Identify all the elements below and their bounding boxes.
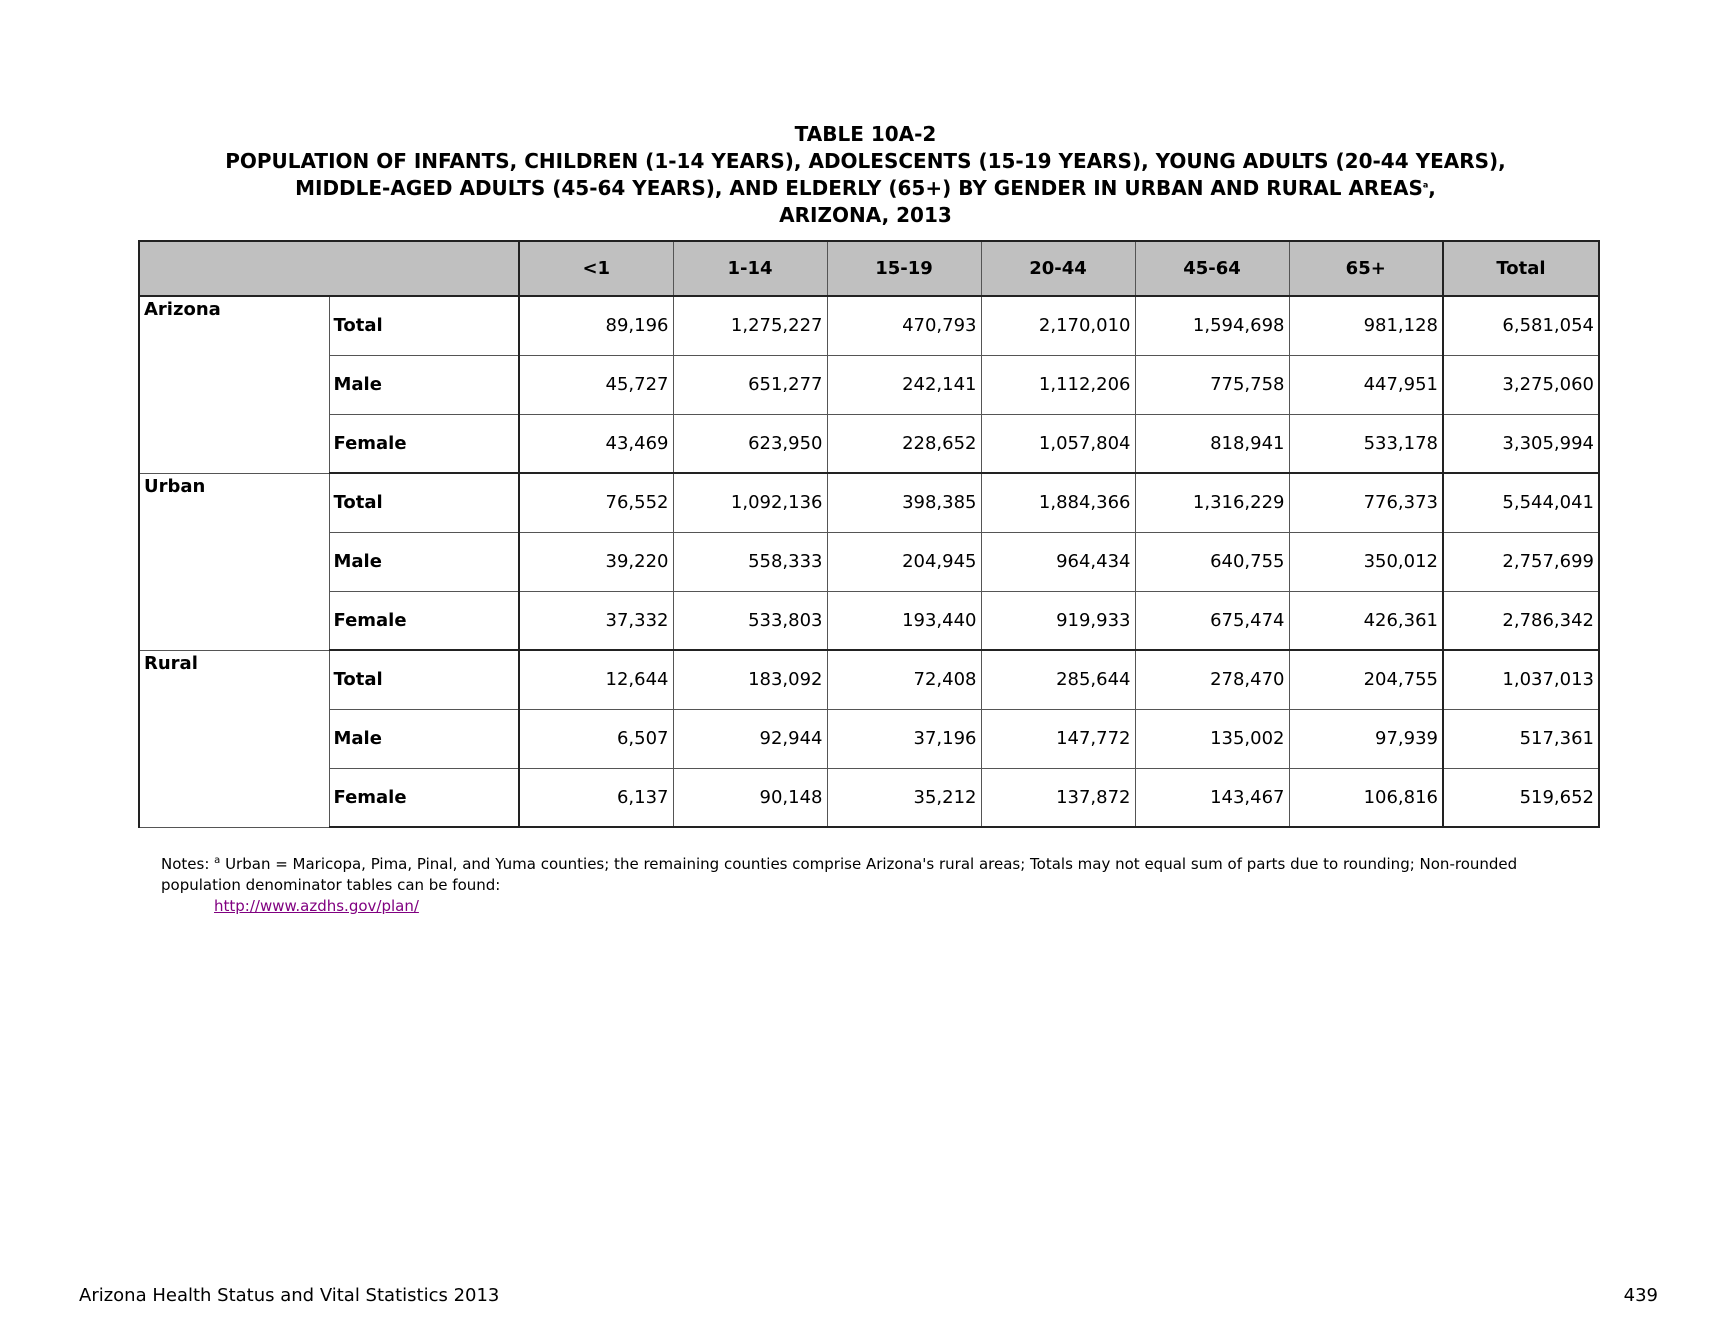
row-label: Male bbox=[329, 532, 519, 591]
value-cell: 964,434 bbox=[981, 532, 1135, 591]
value-cell: 135,002 bbox=[1135, 709, 1289, 768]
value-cell: 2,170,010 bbox=[981, 296, 1135, 355]
header-cell: 45-64 bbox=[1135, 241, 1289, 296]
table-row bbox=[139, 650, 1599, 709]
title-footnote-marker: a bbox=[1422, 180, 1429, 190]
header-cell: <1 bbox=[519, 241, 673, 296]
value-cell: 398,385 bbox=[827, 473, 981, 532]
title-line-4: ARIZONA, 2013 bbox=[779, 203, 952, 227]
table-row bbox=[139, 355, 1599, 414]
value-cell: 623,950 bbox=[673, 414, 827, 473]
table-row bbox=[139, 532, 1599, 591]
table-row bbox=[139, 768, 1599, 827]
value-cell: 775,758 bbox=[1135, 355, 1289, 414]
value-cell: 3,305,994 bbox=[1443, 414, 1599, 473]
value-cell: 6,137 bbox=[519, 768, 673, 827]
population-table bbox=[138, 240, 1600, 828]
table-row bbox=[139, 296, 1599, 355]
table-row bbox=[139, 473, 1599, 532]
table-row bbox=[139, 591, 1599, 650]
value-cell: 228,652 bbox=[827, 414, 981, 473]
region-label: Urban bbox=[139, 473, 329, 650]
value-cell: 204,945 bbox=[827, 532, 981, 591]
value-cell: 3,275,060 bbox=[1443, 355, 1599, 414]
row-label: Total bbox=[329, 650, 519, 709]
value-cell: 137,872 bbox=[981, 768, 1135, 827]
value-cell: 1,275,227 bbox=[673, 296, 827, 355]
value-cell: 72,408 bbox=[827, 650, 981, 709]
value-cell: 447,951 bbox=[1289, 355, 1443, 414]
value-cell: 278,470 bbox=[1135, 650, 1289, 709]
title-line-1: TABLE 10A-2 bbox=[794, 122, 937, 146]
value-cell: 426,361 bbox=[1289, 591, 1443, 650]
value-cell: 285,644 bbox=[981, 650, 1135, 709]
notes-text: Urban = Maricopa, Pima, Pinal, and Yuma counties; the remaining counties comprise Arizona's rural areas; Totals may not equal sum of parts due to rounding; Non-rounded population denominator tables can be found: bbox=[161, 855, 1518, 894]
table-body bbox=[139, 296, 1599, 827]
value-cell: 776,373 bbox=[1289, 473, 1443, 532]
value-cell: 92,944 bbox=[673, 709, 827, 768]
header-cell: 20-44 bbox=[981, 241, 1135, 296]
row-label: Male bbox=[329, 709, 519, 768]
footer-page-number: 439 bbox=[1623, 1285, 1658, 1306]
row-label: Total bbox=[329, 296, 519, 355]
value-cell: 533,178 bbox=[1289, 414, 1443, 473]
header-cell: Total bbox=[1443, 241, 1599, 296]
value-cell: 12,644 bbox=[519, 650, 673, 709]
value-cell: 90,148 bbox=[673, 768, 827, 827]
table-row bbox=[139, 709, 1599, 768]
notes bbox=[161, 850, 1601, 917]
table-row bbox=[139, 414, 1599, 473]
value-cell: 818,941 bbox=[1135, 414, 1289, 473]
region-label: Arizona bbox=[139, 296, 329, 473]
value-cell: 2,757,699 bbox=[1443, 532, 1599, 591]
value-cell: 2,786,342 bbox=[1443, 591, 1599, 650]
value-cell: 143,467 bbox=[1135, 768, 1289, 827]
value-cell: 517,361 bbox=[1443, 709, 1599, 768]
value-cell: 1,037,013 bbox=[1443, 650, 1599, 709]
footer-publication-title: Arizona Health Status and Vital Statistics 2013 bbox=[79, 1285, 500, 1306]
value-cell: 97,939 bbox=[1289, 709, 1443, 768]
value-cell: 147,772 bbox=[981, 709, 1135, 768]
value-cell: 981,128 bbox=[1289, 296, 1443, 355]
value-cell: 350,012 bbox=[1289, 532, 1443, 591]
value-cell: 6,507 bbox=[519, 709, 673, 768]
plan-link[interactable]: http://www.azdhs.gov/plan/ bbox=[214, 897, 419, 915]
row-label: Female bbox=[329, 414, 519, 473]
header-blank-cell bbox=[139, 241, 519, 296]
title-line-3 bbox=[0, 175, 1731, 202]
value-cell: 6,581,054 bbox=[1443, 296, 1599, 355]
value-cell: 558,333 bbox=[673, 532, 827, 591]
value-cell: 675,474 bbox=[1135, 591, 1289, 650]
row-label: Female bbox=[329, 591, 519, 650]
value-cell: 43,469 bbox=[519, 414, 673, 473]
header-cell: 1-14 bbox=[673, 241, 827, 296]
row-label: Total bbox=[329, 473, 519, 532]
notes-prefix: Notes: bbox=[161, 855, 215, 873]
value-cell: 640,755 bbox=[1135, 532, 1289, 591]
notes-footnote-marker: a bbox=[214, 855, 221, 866]
header-cell: 65+ bbox=[1289, 241, 1443, 296]
value-cell: 1,594,698 bbox=[1135, 296, 1289, 355]
value-cell: 37,196 bbox=[827, 709, 981, 768]
value-cell: 1,057,804 bbox=[981, 414, 1135, 473]
value-cell: 89,196 bbox=[519, 296, 673, 355]
value-cell: 1,884,366 bbox=[981, 473, 1135, 532]
header-cell: 15-19 bbox=[827, 241, 981, 296]
value-cell: 1,316,229 bbox=[1135, 473, 1289, 532]
row-label: Female bbox=[329, 768, 519, 827]
value-cell: 39,220 bbox=[519, 532, 673, 591]
value-cell: 533,803 bbox=[673, 591, 827, 650]
value-cell: 35,212 bbox=[827, 768, 981, 827]
value-cell: 76,552 bbox=[519, 473, 673, 532]
value-cell: 519,652 bbox=[1443, 768, 1599, 827]
title-line-3-text: MIDDLE-AGED ADULTS (45-64 YEARS), AND ELDERLY (65+) BY GENDER IN URBAN AND RURAL AREAS bbox=[295, 176, 1423, 200]
value-cell: 919,933 bbox=[981, 591, 1135, 650]
value-cell: 45,727 bbox=[519, 355, 673, 414]
value-cell: 5,544,041 bbox=[1443, 473, 1599, 532]
table-title bbox=[0, 121, 1731, 229]
title-line-3-end: , bbox=[1428, 176, 1436, 200]
value-cell: 470,793 bbox=[827, 296, 981, 355]
value-cell: 1,112,206 bbox=[981, 355, 1135, 414]
value-cell: 242,141 bbox=[827, 355, 981, 414]
region-label: Rural bbox=[139, 650, 329, 827]
value-cell: 651,277 bbox=[673, 355, 827, 414]
title-line-2: POPULATION OF INFANTS, CHILDREN (1-14 YEARS), ADOLESCENTS (15-19 YEARS), YOUNG ADULTS (20-44 YEARS), bbox=[225, 149, 1506, 173]
value-cell: 193,440 bbox=[827, 591, 981, 650]
value-cell: 106,816 bbox=[1289, 768, 1443, 827]
value-cell: 183,092 bbox=[673, 650, 827, 709]
header-row bbox=[139, 241, 1599, 296]
row-label: Male bbox=[329, 355, 519, 414]
value-cell: 204,755 bbox=[1289, 650, 1443, 709]
value-cell: 1,092,136 bbox=[673, 473, 827, 532]
value-cell: 37,332 bbox=[519, 591, 673, 650]
